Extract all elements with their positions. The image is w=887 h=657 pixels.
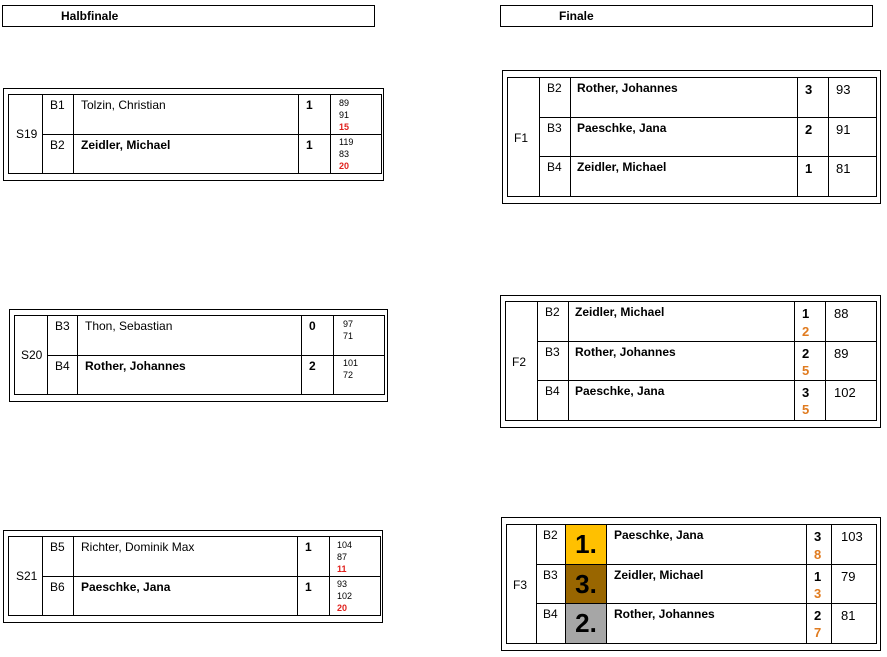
player-name: Tolzin, Christian xyxy=(81,98,166,112)
points-cell xyxy=(807,604,832,643)
match-id-cell xyxy=(9,95,43,173)
points-cell xyxy=(807,565,832,604)
points-value: 1 xyxy=(805,161,813,176)
lane-cell xyxy=(540,118,571,157)
score-value: 102 xyxy=(834,385,856,400)
points-value: 1 xyxy=(802,306,810,321)
lane-cell xyxy=(43,95,74,135)
match-id-cell xyxy=(506,302,538,420)
points-cell xyxy=(298,577,330,615)
extra-points: 8 xyxy=(814,547,822,562)
match-id-cell xyxy=(508,78,540,196)
player-name: Paeschke, Jana xyxy=(614,528,704,542)
player-name: Rother, Johannes xyxy=(577,81,678,95)
lane-cell xyxy=(43,135,74,173)
score-cell xyxy=(826,381,876,420)
score-set-2: 102 xyxy=(337,591,353,601)
score-value: 88 xyxy=(834,306,849,321)
score-cell xyxy=(829,118,876,157)
score-value: 91 xyxy=(836,122,851,137)
player-name-cell xyxy=(571,78,798,118)
points-cell xyxy=(302,316,334,356)
lane-label: B4 xyxy=(545,384,560,398)
points-value: 2 xyxy=(814,608,822,623)
lane-cell xyxy=(48,356,78,394)
points-cell xyxy=(298,537,330,577)
lane-cell xyxy=(43,577,74,615)
player-name-cell xyxy=(74,537,298,577)
points-cell xyxy=(807,525,832,565)
score-set-1: 89 xyxy=(339,98,350,108)
score-value: 81 xyxy=(836,161,851,176)
score-set-2: 71 xyxy=(343,331,354,341)
lane-cell xyxy=(538,342,569,381)
score-value: 89 xyxy=(834,346,849,361)
score-cell xyxy=(829,157,876,196)
extra-points: 2 xyxy=(802,324,810,339)
match-id: F1 xyxy=(514,131,529,145)
score-set-1: 119 xyxy=(339,137,354,147)
semifinal-header xyxy=(2,5,375,27)
lane-cell xyxy=(540,78,571,118)
semifinal-table-s21 xyxy=(8,536,381,616)
lane-label: B3 xyxy=(547,121,562,135)
final-table-f1 xyxy=(507,77,877,197)
extra-points: 7 xyxy=(814,625,822,640)
player-name: Rother, Johannes xyxy=(575,345,676,359)
semifinal-table-s20 xyxy=(14,315,385,395)
points-cell xyxy=(798,78,829,118)
score-value: 79 xyxy=(841,569,856,584)
rank-label: 1. xyxy=(575,529,597,559)
points-cell xyxy=(302,356,334,394)
lane-label: B2 xyxy=(50,138,65,152)
points-cell xyxy=(795,381,826,420)
points-value: 2 xyxy=(805,122,813,137)
scores-cell xyxy=(331,135,381,173)
lane-cell xyxy=(537,525,566,565)
extra-points: 5 xyxy=(802,363,810,378)
score-value: 103 xyxy=(841,529,863,544)
score-set-1: 104 xyxy=(337,540,353,550)
rank-badge-third xyxy=(566,565,607,604)
lane-label: B2 xyxy=(543,528,558,542)
player-name-cell xyxy=(571,157,798,196)
score-set-2: 91 xyxy=(339,110,350,120)
match-id: S21 xyxy=(16,569,38,583)
player-name-cell xyxy=(607,604,807,643)
semifinal-table-s19 xyxy=(8,94,382,174)
scores-cell xyxy=(330,577,380,615)
player-name: Paeschke, Jana xyxy=(575,384,665,398)
score-cell xyxy=(832,525,876,565)
lane-label: B4 xyxy=(547,160,562,174)
player-name: Paeschke, Jana xyxy=(81,580,171,594)
score-tiebreak: 20 xyxy=(339,161,350,171)
lane-label: B4 xyxy=(543,607,558,621)
points-cell xyxy=(299,95,331,135)
player-name-cell xyxy=(569,342,795,381)
player-name: Rother, Johannes xyxy=(614,607,715,621)
points-cell xyxy=(299,135,331,173)
match-id: S19 xyxy=(16,127,38,141)
rank-badge-first xyxy=(566,525,607,565)
rank-label: 2. xyxy=(575,608,597,638)
player-name: Thon, Sebastian xyxy=(85,319,173,333)
score-value: 81 xyxy=(841,608,856,623)
player-name-cell xyxy=(78,316,302,356)
player-name-cell xyxy=(74,577,298,615)
score-set-1: 93 xyxy=(337,579,348,589)
scores-cell xyxy=(331,95,381,135)
lane-label: B6 xyxy=(50,580,65,594)
score-set-2: 87 xyxy=(337,552,348,562)
player-name: Zeidler, Michael xyxy=(614,568,704,582)
player-name-cell xyxy=(74,95,299,135)
points-value: 3 xyxy=(814,529,822,544)
points-value: 3 xyxy=(805,82,813,97)
player-name: Rother, Johannes xyxy=(85,359,186,373)
lane-cell xyxy=(537,565,566,604)
score-set-1: 101 xyxy=(343,358,359,368)
player-name-cell xyxy=(74,135,299,173)
score-tiebreak: 11 xyxy=(337,564,347,574)
score-value: 93 xyxy=(836,82,851,97)
points-value: 0 xyxy=(309,319,316,333)
extra-points: 3 xyxy=(814,586,822,601)
score-tiebreak: 15 xyxy=(339,122,350,132)
score-tiebreak: 20 xyxy=(337,603,348,613)
lane-cell xyxy=(537,604,566,643)
match-id: F3 xyxy=(513,578,528,592)
score-set-2: 72 xyxy=(343,370,354,380)
player-name-cell xyxy=(569,302,795,342)
player-name-cell xyxy=(607,565,807,604)
lane-cell xyxy=(538,381,569,420)
match-id: S20 xyxy=(21,348,43,362)
rank-label: 3. xyxy=(575,569,597,599)
lane-label: B1 xyxy=(50,98,65,112)
match-id-cell xyxy=(9,537,43,615)
player-name-cell xyxy=(571,118,798,157)
score-set-1: 97 xyxy=(343,319,354,329)
lane-label: B4 xyxy=(55,359,70,373)
score-cell xyxy=(832,565,876,604)
lane-label: B3 xyxy=(543,568,558,582)
lane-cell xyxy=(43,537,74,577)
points-cell xyxy=(795,302,826,342)
score-cell xyxy=(829,78,876,118)
player-name: Zeidler, Michael xyxy=(577,160,667,174)
score-cell xyxy=(826,342,876,381)
points-value: 1 xyxy=(305,540,312,554)
score-cell xyxy=(832,604,876,643)
scores-cell xyxy=(330,537,380,577)
extra-points: 5 xyxy=(802,402,810,417)
player-name: Paeschke, Jana xyxy=(577,121,667,135)
player-name: Richter, Dominik Max xyxy=(81,540,195,554)
lane-label: B3 xyxy=(55,319,70,333)
final-table-f3 xyxy=(506,524,877,644)
points-cell xyxy=(798,118,829,157)
points-value: 1 xyxy=(306,98,313,112)
match-id: F2 xyxy=(512,355,527,369)
semifinal-header-label: Halbfinale xyxy=(61,9,119,23)
points-value: 3 xyxy=(802,385,810,400)
final-table-f2 xyxy=(505,301,877,421)
points-value: 1 xyxy=(305,580,312,594)
lane-label: B3 xyxy=(545,345,560,359)
points-cell xyxy=(795,342,826,381)
lane-cell xyxy=(48,316,78,356)
lane-label: B2 xyxy=(547,81,562,95)
rank-badge-second xyxy=(566,604,607,643)
score-set-2: 83 xyxy=(339,149,350,159)
lane-cell xyxy=(540,157,571,196)
final-header-label: Finale xyxy=(559,9,594,23)
scores-cell xyxy=(334,356,384,394)
points-value: 1 xyxy=(306,138,313,152)
lane-cell xyxy=(538,302,569,342)
final-header xyxy=(500,5,873,27)
scores-cell xyxy=(334,316,384,356)
match-id-cell xyxy=(507,525,537,643)
points-value: 1 xyxy=(814,569,822,584)
match-id-cell xyxy=(15,316,48,394)
player-name-cell xyxy=(569,381,795,420)
score-cell xyxy=(826,302,876,342)
player-name-cell xyxy=(78,356,302,394)
player-name: Zeidler, Michael xyxy=(81,138,171,152)
points-cell xyxy=(798,157,829,196)
points-value: 2 xyxy=(802,346,810,361)
lane-label: B5 xyxy=(50,540,65,554)
lane-label: B2 xyxy=(545,305,560,319)
player-name: Zeidler, Michael xyxy=(575,305,665,319)
points-value: 2 xyxy=(309,359,316,373)
player-name-cell xyxy=(607,525,807,565)
